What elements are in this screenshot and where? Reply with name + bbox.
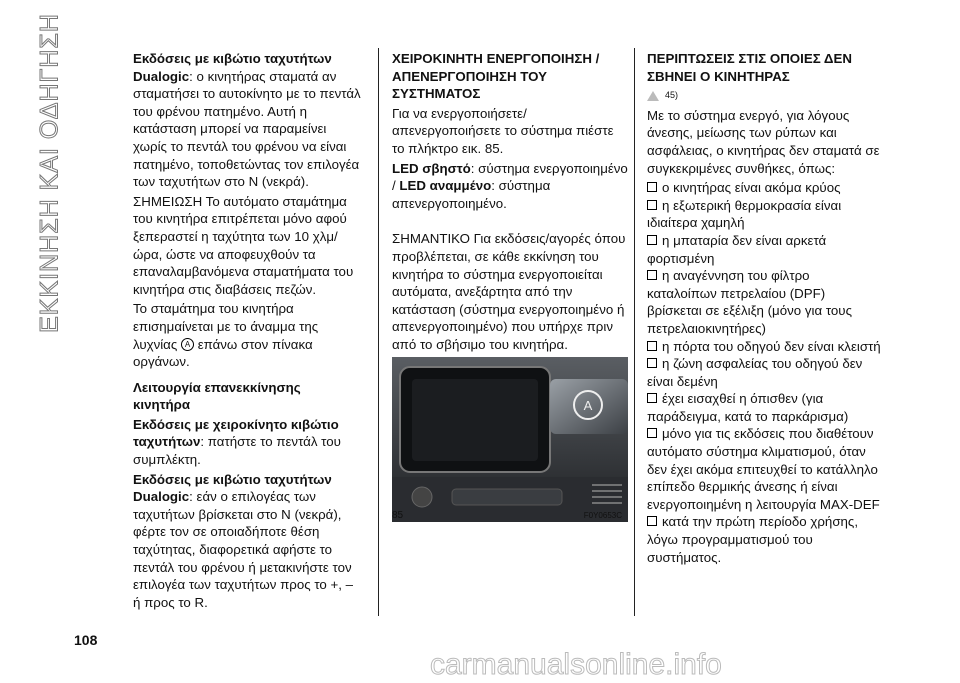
warning-reference: 45) bbox=[647, 87, 882, 105]
section-heading: ΧΕΙΡΟΚΙΝΗΤΗ ΕΝΕΡΓΟΠΟΙΗΣΗ / ΑΠΕΝΕΡΓΟΠΟΙΗΣΗ ΤΟΥ ΣΥΣΤΗΜΑΤΟΣ bbox=[392, 51, 600, 102]
important-note: ΣΗΜΑΝΤΙΚΟ Για εκδόσεις/αγορές όπου προβλέπεται, σε κάθε εκκίνηση του κινητήρα το σύστημα ενεργοποιείται αυτόματα, ανεξάρτητα από την κατάσταση (σύστημα ενεργοποιημένο ή απενεργοποιημένο) που υπήρχε πριν από το σβήσιμο του κινητήρα. bbox=[392, 231, 626, 352]
checkbox-bullet-icon bbox=[647, 358, 657, 368]
dashboard-illustration bbox=[392, 357, 628, 522]
list-item: έχει εισαχθεί η όπισθεν (για παράδειγμα, κατά το παρκάρισμα) bbox=[647, 391, 849, 424]
checkbox-bullet-icon bbox=[647, 393, 657, 403]
paragraph: Το σταμάτημα του κινητήρα επισημαίνεται με το άναμμα της λυχνίας A επάνω στον πίνακα οργάνων. bbox=[133, 301, 319, 370]
checkbox-bullet-icon bbox=[647, 235, 657, 245]
column-3 bbox=[647, 50, 882, 566]
paragraph: LED σβηστό: σύστημα ενεργοποιημένο / LED αναμμένο: σύστημα απενεργοποιημένο. bbox=[392, 160, 628, 211]
list-item: η πόρτα του οδηγού δεν είναι κλειστή bbox=[647, 338, 882, 356]
paragraph: Για να ενεργοποιήσετε/απενεργοποιήσετε το σύστημα πιέστε το πλήκτρο εικ. 85. bbox=[392, 105, 614, 156]
conditions-list bbox=[647, 179, 882, 566]
checkbox-bullet-icon bbox=[647, 270, 657, 280]
note: ΣΗΜΕΙΩΣΗ Το αυτόματο σταμάτημα του κινητήρα επιτρέπεται μόνο αφού ξεπεραστεί η ταχύτητα των 10 χλμ/ώρα, ώστε να αποφευχθούν τα επαναλαμβανόμενα σταματήματα του κινητήρα στις διαβάσεις πεζών. bbox=[133, 193, 354, 297]
checkbox-bullet-icon bbox=[647, 341, 657, 351]
column-divider bbox=[378, 48, 379, 616]
svg-text:A: A bbox=[583, 398, 593, 413]
list-item: η αναγέννηση του φίλτρο καταλοίπων πετρελαίου (DPF) βρίσκεται σε εξέλιξη (μόνο για τους πετρελαιοκινητήρες) bbox=[647, 268, 852, 336]
column-2 bbox=[392, 50, 628, 356]
figure-dashboard-button bbox=[392, 357, 628, 522]
figure-number: 85 bbox=[392, 510, 404, 521]
watermark: carmanualsonline.info bbox=[430, 648, 722, 681]
section-heading: Λειτουργία επανεκκίνησης κινητήρα bbox=[133, 379, 301, 413]
checkbox-bullet-icon bbox=[647, 200, 657, 210]
column-divider bbox=[634, 48, 635, 616]
checkbox-bullet-icon bbox=[647, 182, 657, 192]
figure-code: F0Y0653C bbox=[583, 511, 622, 520]
chapter-title: ΕΚΚΙΝΗΣΗ ΚΑΙ ΟΔΗΓΗΣΗ bbox=[35, 13, 64, 333]
list-item: μόνο για τις εκδόσεις που διαθέτουν αυτόματο σύστημα κλιματισμού, όταν δεν έχει ακόμα επιτευχθεί το κατάλληλο επίπεδο θερμικής άνεσης ή είναι ενεργοποιημένη η λειτουργία MAX-DEF bbox=[647, 426, 880, 512]
checkbox-bullet-icon bbox=[647, 516, 657, 526]
list-item: η μπαταρία δεν είναι αρκετά φορτισμένη bbox=[647, 232, 827, 266]
paragraph: Με το σύστημα ενεργό, για λόγους άνεσης, μείωσης των ρύπων και ασφάλειας, ο κινητήρας δεν σταματά σε συγκεκριμένες συνθήκες, όπως: bbox=[647, 107, 880, 176]
section-heading: ΠΕΡΙΠΤΩΣΕΙΣ ΣΤΙΣ ΟΠΟΙΕΣ ΔΕΝ ΣΒΗΝΕΙ Ο ΚΙΝΗΤΗΡΑΣ bbox=[647, 51, 852, 84]
checkbox-bullet-icon bbox=[647, 428, 657, 438]
paragraph: Εκδόσεις με χειροκίνητο κιβώτιο ταχυτήτων: πατήστε το πεντάλ του συμπλέκτη. bbox=[133, 416, 341, 468]
page-number: 108 bbox=[74, 632, 98, 648]
list-item: η εξωτερική θερμοκρασία είναι ιδιαίτερα χαμηλή bbox=[647, 197, 842, 231]
column-1 bbox=[133, 50, 361, 613]
list-item: ο κινητήρας είναι ακόμα κρύος bbox=[647, 179, 882, 197]
paragraph: Εκδόσεις με κιβώτιο ταχυτήτων Dualogic: εάν ο επιλογέας των ταχυτήτων βρίσκεται στο N (νεκρά), φέρτε τον σε οποιαδήποτε θέση ταχύτητας, διαφορετικά αφήστε το πεντάλ του φρένου ή μετακινήστε τον επιλογέα των ταχυτήτων προς το +, – ή προς το R. bbox=[133, 471, 354, 610]
list-item: η ζώνη ασφαλείας του οδηγού δεν είναι δεμένη bbox=[647, 356, 863, 389]
paragraph: Εκδόσεις με κιβώτιο ταχυτήτων Dualogic: ο κινητήρας σταματά αν σταματήσει το αυτοκίνητο με το πεντάλ του φρένου πατημένο. Αυτή η κατάσταση μπορεί να παραμείνει χωρίς το πεντάλ του φρένου να είναι πατημένο, τοποθετώντας τον επιλογέα των ταχυτήτων στο N (νεκρά). bbox=[133, 51, 361, 190]
warning-triangle-icon bbox=[647, 91, 659, 101]
auto-stop-warning-icon: A bbox=[181, 338, 194, 351]
list-item: κατά την πρώτη περίοδο χρήσης, λόγω προγραμματισμού του συστήματος. bbox=[647, 514, 859, 565]
